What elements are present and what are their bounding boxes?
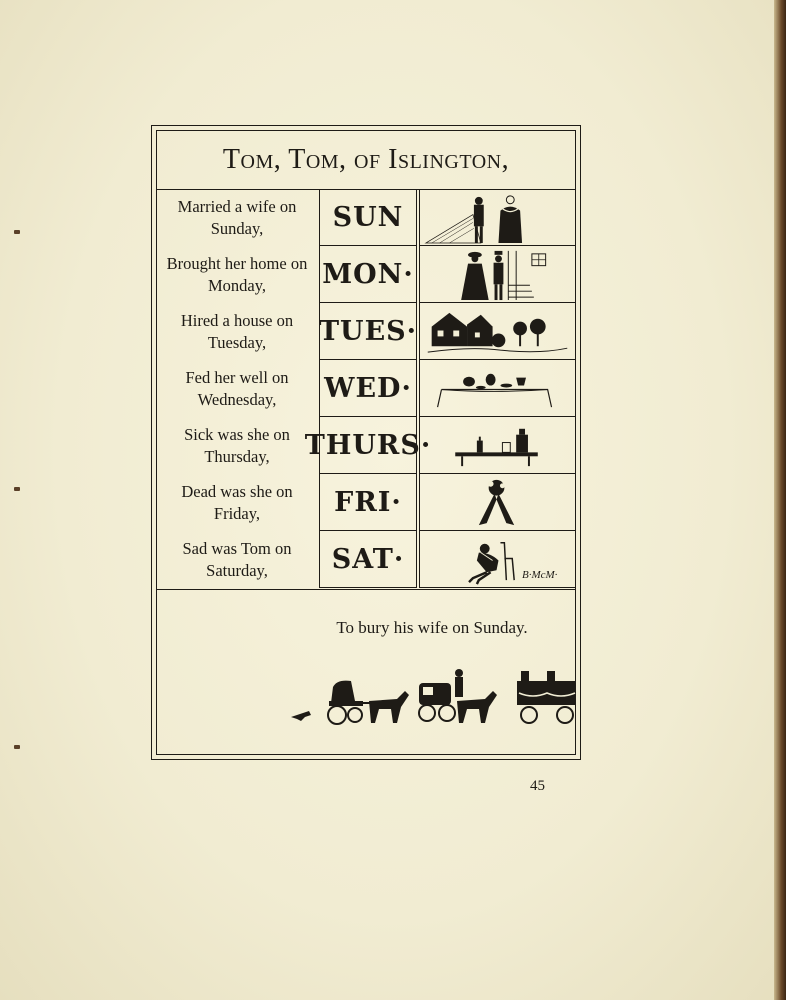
rhyme-row — [157, 303, 575, 360]
verse-line: Brought her home on — [166, 253, 308, 273]
tea-table-icon — [419, 360, 575, 417]
verse-line: Tuesday, — [207, 332, 267, 352]
verse-cell — [157, 246, 317, 303]
verse-line: Thursday, — [204, 446, 270, 466]
couple-at-door-icon — [419, 246, 575, 303]
day-label: SAT· — [319, 531, 417, 588]
seated-mourner-icon — [419, 531, 575, 588]
verse-line: Wednesday, — [197, 389, 277, 409]
day-label: SUN — [319, 189, 417, 246]
verse-cell — [157, 189, 317, 246]
rhyme-row — [157, 417, 575, 474]
verse-line: Saturday, — [206, 560, 268, 580]
rhyme-row — [157, 246, 575, 303]
page-edge-mark — [14, 487, 20, 491]
page-edge-mark — [14, 745, 20, 749]
book-spine — [774, 0, 786, 1000]
day-label: THURS· — [319, 417, 417, 474]
inner-frame — [156, 130, 576, 755]
mourning-ribbon-icon — [419, 474, 575, 531]
illustration-frame — [151, 125, 581, 760]
grid-divider — [157, 589, 575, 590]
page-edge-mark — [14, 230, 20, 234]
verse-cell — [157, 360, 317, 417]
verse-cell — [157, 417, 317, 474]
funeral-procession-icon — [285, 661, 577, 727]
rhyme-row — [157, 360, 575, 417]
bride-groom-icon — [419, 189, 575, 246]
medicine-table-icon — [419, 417, 575, 474]
page-number: 45 — [530, 778, 545, 794]
verse-line: Sick was she on — [184, 424, 290, 444]
verse-line: Dead was she on — [181, 481, 293, 501]
verse-line: Friday, — [213, 503, 261, 523]
rhyme-row — [157, 189, 575, 246]
day-label: TUES· — [319, 303, 417, 360]
rhyme-row — [157, 474, 575, 531]
day-label: MON· — [319, 246, 417, 303]
day-label: FRI· — [319, 474, 417, 531]
verse-cell — [157, 474, 317, 531]
closing-line: To bury his wife on Sunday. — [336, 618, 528, 637]
verse-line: Married a wife on — [177, 196, 297, 216]
page-title: Tom, Tom, of Islington, — [157, 131, 575, 190]
verse-line: Fed her well on — [185, 367, 289, 387]
verse-line: Sunday, — [210, 218, 264, 238]
rhyme-row — [157, 531, 575, 588]
verse-line: Sad was Tom on — [182, 538, 292, 558]
rhyme-grid — [157, 189, 575, 589]
verse-cell — [157, 531, 317, 588]
day-label: WED· — [319, 360, 417, 417]
verse-line: Monday, — [207, 275, 267, 295]
verse-cell — [157, 303, 317, 360]
artist-signature: B·McM· — [522, 569, 558, 581]
verse-line: Hired a house on — [180, 310, 294, 330]
cottage-trees-icon — [419, 303, 575, 360]
